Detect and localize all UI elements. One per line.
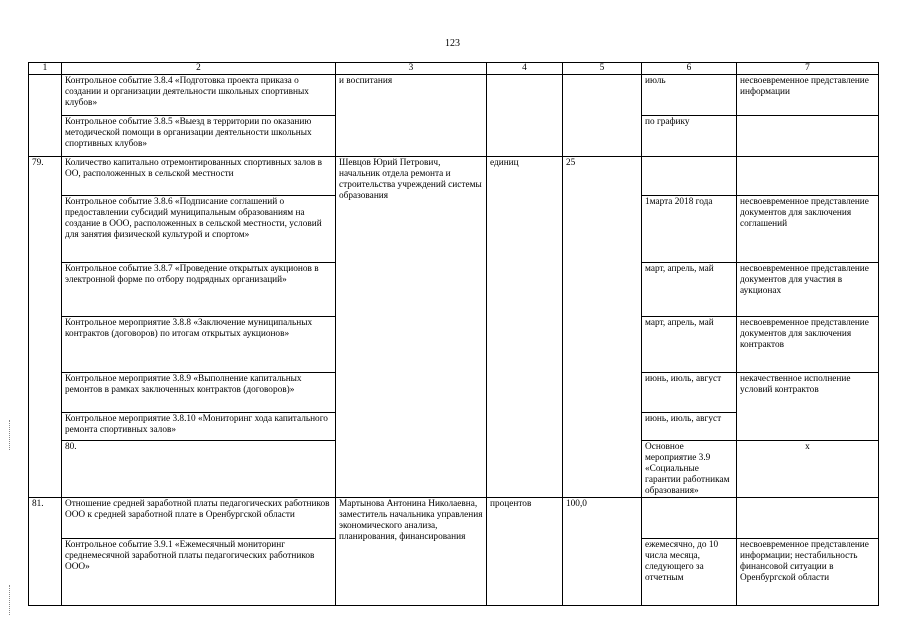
activity-name-cell: Основное мероприятие 3.9 «Социальные гарантии работникам образования»	[642, 440, 737, 498]
risk-cell: несвоевременное представление документов для участия в аукционах	[737, 262, 879, 316]
row-number-cell: 79.	[29, 156, 62, 498]
row-number-cell	[29, 74, 62, 156]
risk-cell: несвоевременное представление документов для заключения соглашений	[737, 195, 879, 262]
unit-cell: единиц	[487, 156, 563, 195]
event-name-cell: Контрольное мероприятие 3.8.10 «Мониторинг хода капитального ремонта спортивных залов»	[62, 412, 336, 440]
event-name-cell: Контрольное событие 3.9.1 «Ежемесячный мониторинг среднемесячной заработной платы педагогических работников ООО»	[62, 539, 336, 606]
header-cell: 2	[62, 63, 336, 75]
header-cell: 6	[642, 63, 737, 75]
value-cell: 25	[563, 156, 642, 195]
indicator-name-cell: Количество капитально отремонтированных спортивных залов в ОО, расположенных в сельской местности	[62, 156, 336, 195]
scan-artifact-line	[9, 420, 11, 450]
responsible-cell: и воспитания	[336, 74, 487, 156]
table-row	[29, 498, 879, 539]
term-cell: по графику	[642, 115, 737, 156]
event-name-cell: Контрольное событие 3.8.7 «Проведение открытых аукционов в электронной форме по отбору подрядных организаций»	[62, 262, 336, 316]
term-cell: июль	[642, 74, 737, 115]
header-cell: 1	[29, 63, 62, 75]
table-row	[29, 156, 879, 195]
header-cell: 7	[737, 63, 879, 75]
event-name-cell: Контрольное мероприятие 3.8.9 «Выполнение капитальных ремонтов в рамках заключенных контрактов (договоров)»	[62, 372, 336, 412]
value-cell: 100,0	[563, 498, 642, 539]
value-cell	[563, 74, 642, 156]
event-name-cell: Контрольное событие 3.8.6 «Подписание соглашений о предоставлении субсидий муниципальным образованиям на создание в ООО, расположенных в сельской местности, условий для занятия физической культурой и спортом»	[62, 195, 336, 262]
indicator-name-cell: Отношение средней заработной платы педагогических работников ООО к средней заработной плате в Оренбургской области	[62, 498, 336, 539]
risk-cell: несвоевременное представление информации; нестабильность финансовой ситуации в Оренбургской области	[737, 539, 879, 606]
event-name-cell: Контрольное событие 3.8.4 «Подготовка проекта приказа о создании и организации деятельности школьных спортивных клубов»	[62, 74, 336, 115]
page-number: 123	[445, 38, 460, 49]
value-cell	[563, 539, 642, 606]
unit-cell	[487, 539, 563, 606]
header-cell: 4	[487, 63, 563, 75]
term-cell: июнь, июль, август	[642, 412, 737, 440]
term-cell: ежемесячно, до 10 числа месяца, следующего за отчетным	[642, 539, 737, 606]
responsible-cell: Мартынова Антонина Николаевна, заместитель начальника управления экономического анализа, планирования, финансирования	[336, 498, 487, 606]
event-name-cell: Контрольное событие 3.8.5 «Выезд в территории по оказанию методической помощи в организации деятельности школьных спортивных клубов»	[62, 115, 336, 156]
unit-cell	[487, 74, 563, 156]
unit-cell: процентов	[487, 498, 563, 539]
risk-cell: некачественное исполнение условий контрактов	[737, 372, 879, 440]
term-cell: 1марта 2018 года	[642, 195, 737, 262]
term-cell	[642, 156, 737, 195]
risk-cell	[737, 498, 879, 539]
plan-table	[28, 62, 879, 606]
x-cell: x	[737, 440, 879, 498]
term-cell	[642, 498, 737, 539]
term-cell: июнь, июль, август	[642, 372, 737, 412]
header-cell: 3	[336, 63, 487, 75]
header-row	[29, 63, 879, 75]
risk-cell	[737, 115, 879, 156]
risk-cell: несвоевременное представление документов для заключения контрактов	[737, 316, 879, 372]
table-row	[29, 74, 879, 115]
row-number-cell: 80.	[62, 440, 336, 498]
risk-cell	[737, 156, 879, 195]
responsible-cell: Шевцов Юрий Петрович, начальник отдела ремонта и строительства учреждений системы образования	[336, 156, 487, 498]
event-name-cell: Контрольное мероприятие 3.8.8 «Заключение муниципальных контрактов (договоров) по итогам открытых аукционов»	[62, 316, 336, 372]
term-cell: март, апрель, май	[642, 316, 737, 372]
scan-artifact-line	[9, 585, 11, 615]
row-number-cell: 81.	[29, 498, 62, 606]
header-cell: 5	[563, 63, 642, 75]
term-cell: март, апрель, май	[642, 262, 737, 316]
risk-cell: несвоевременное представление информации	[737, 74, 879, 115]
unit-cell	[487, 195, 563, 498]
value-cell	[563, 195, 642, 498]
